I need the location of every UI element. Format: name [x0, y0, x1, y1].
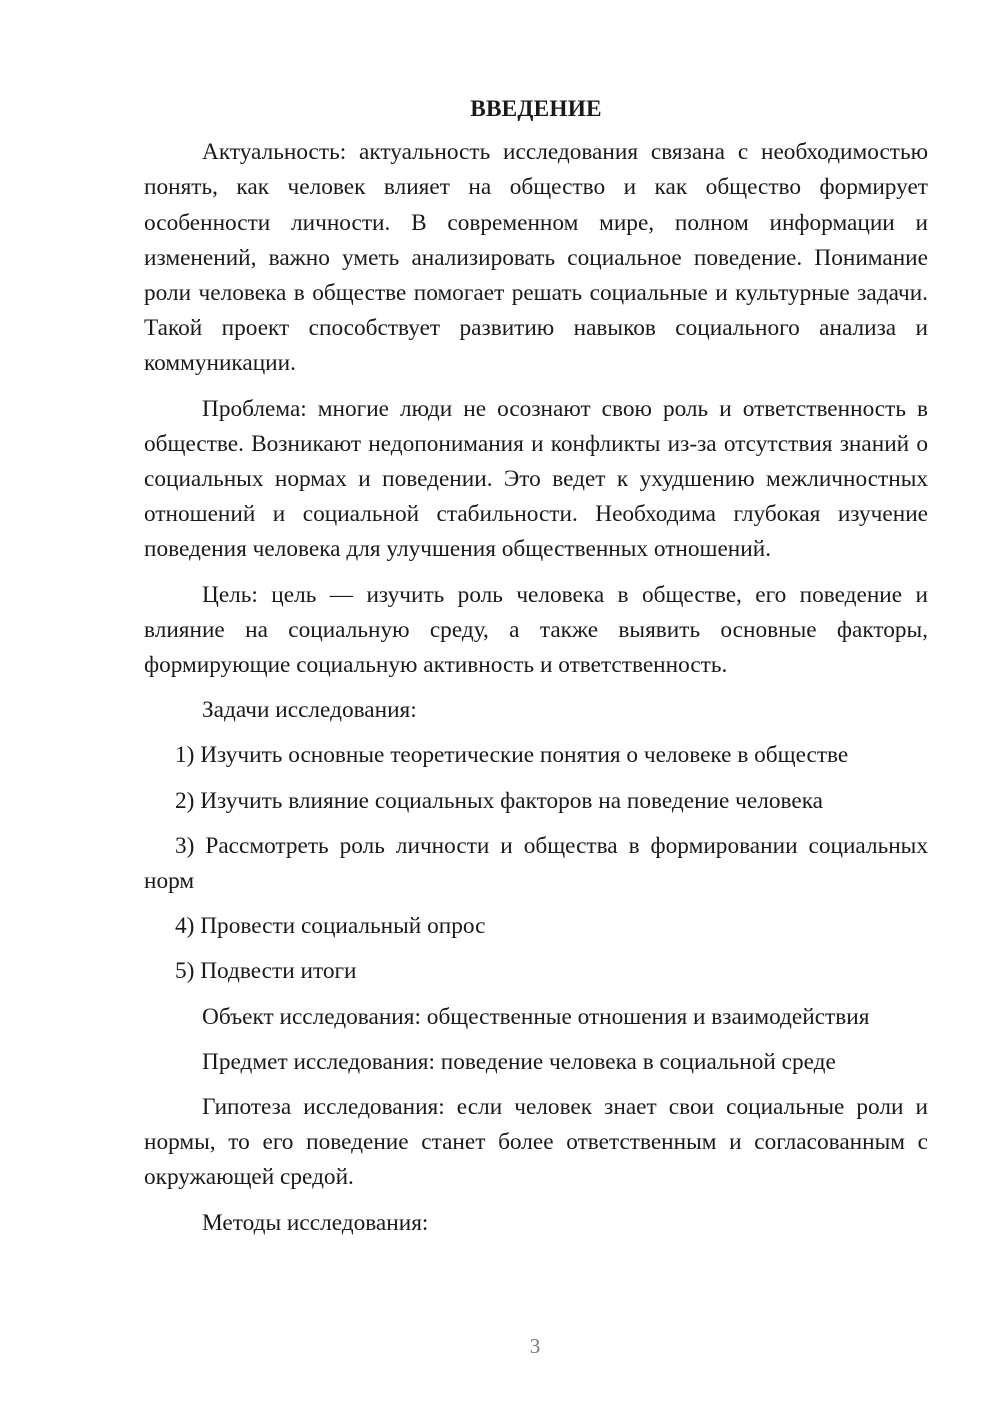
page-number: 3 — [529, 1334, 541, 1358]
methods-heading: Методы исследования: — [202, 1209, 429, 1236]
goal-paragraph: Цель: цель — изучить роль человека в обществе, его поведение и влияние на социальную среду, а также выявить основные факторы, формирующие социальную активность и ответственность. — [144, 581, 928, 679]
section-title: ВВЕДЕНИЕ — [470, 96, 602, 122]
object-paragraph: Объект исследования: общественные отношения и взаимодействия — [202, 1003, 870, 1030]
hypothesis-paragraph: Гипотеза исследования: если человек знает свои социальные роли и нормы, то его поведение станет более ответственным и согласованным с окружающей средой. — [144, 1094, 928, 1191]
task-item: 3) Рассмотреть роль личности и общества в формировании социальных норм — [144, 832, 928, 895]
relevance-paragraph: Актуальность: актуальность исследования связана с необходимостью понять, как человек влияет на общество и как общество формирует особенности личности. В современном мире, полном информации и изменений, важно уметь анализировать социальное поведение. Понимание роли человека в обществе помогает решать социальные и культурные задачи. Такой проект способствует развитию навыков социального анализа и коммуникации. — [144, 139, 928, 377]
task-item: 1) Изучить основные теоретические понятия о человеке в обществе — [175, 742, 849, 769]
document-page — [144, 92, 928, 1251]
task-item: 5) Подвести итоги — [175, 958, 357, 985]
problem-paragraph: Проблема: многие люди не осознают свою роль и ответственность в обществе. Возникают недопонимания и конфликты из-за отсутствия знаний о социальных нормах и поведении. Это ведет к ухудшению межличностных отношений и социальной стабильности. Необходима глубокая изучение поведения человека для улучшения общественных отношений. — [144, 395, 928, 563]
subject-paragraph: Предмет исследования: поведение человека в социальной среде — [202, 1048, 836, 1075]
task-item: 2) Изучить влияние социальных факторов на поведение человека — [175, 787, 824, 814]
tasks-heading: Задачи исследования: — [202, 697, 417, 724]
task-item: 4) Провести социальный опрос — [175, 913, 486, 940]
